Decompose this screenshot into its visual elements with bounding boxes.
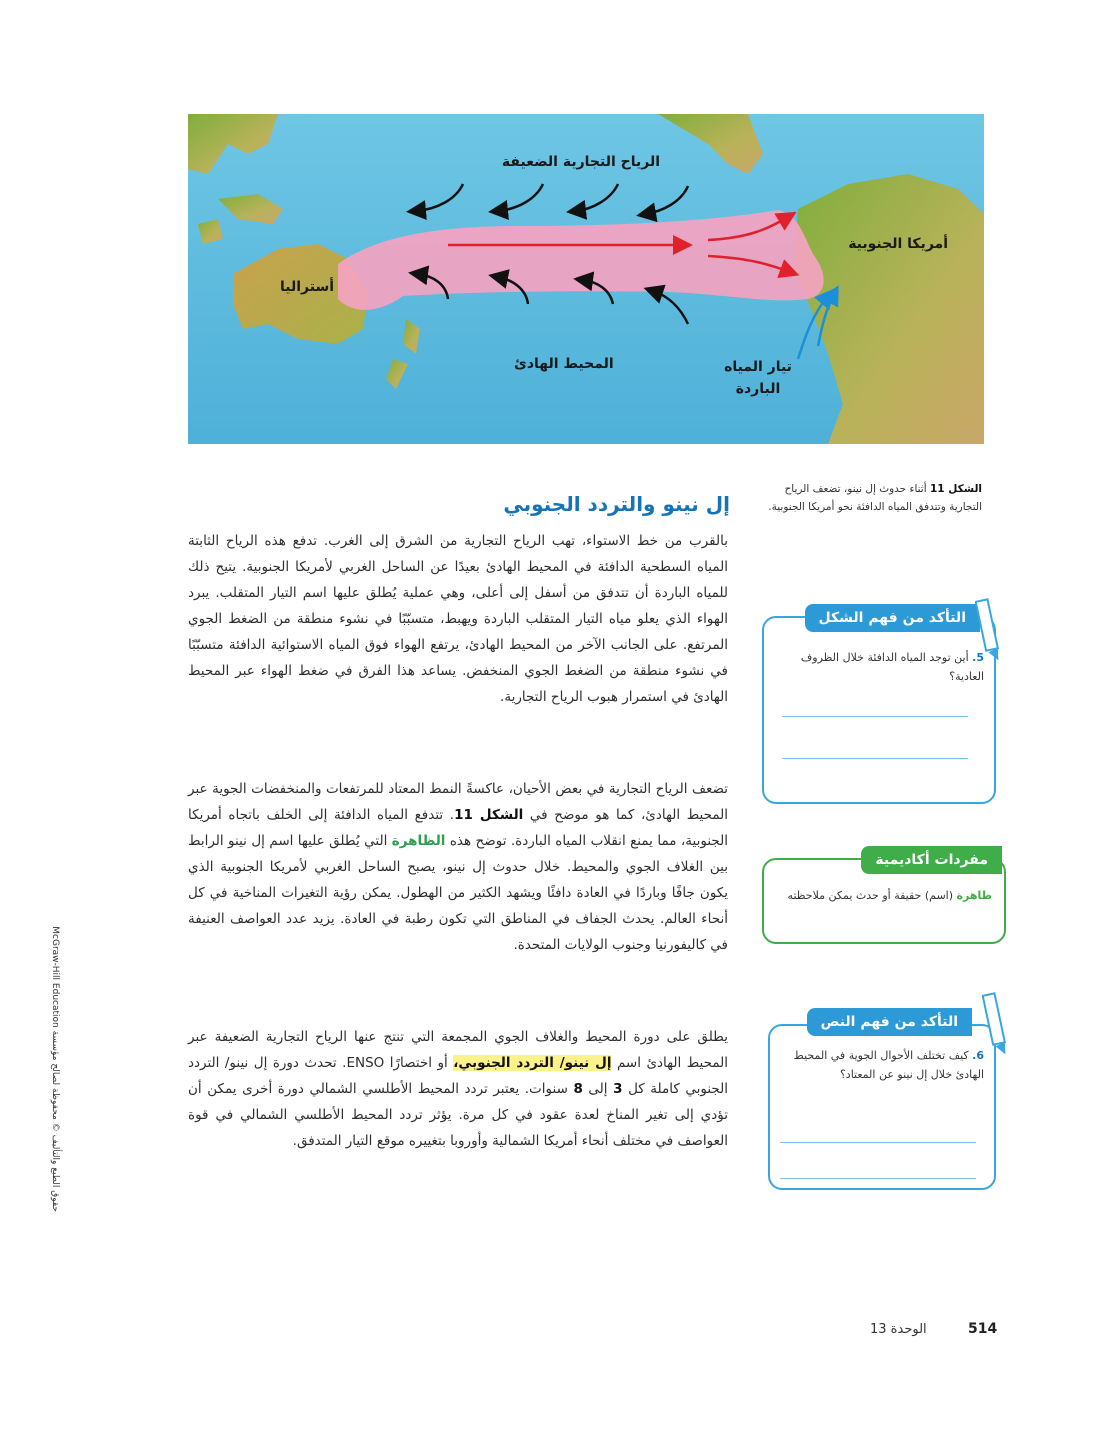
paragraph-1: بالقرب من خط الاستواء، تهب الرياح التجارية من الشرق إلى الغرب. تدفع هذه الرياح الثابتة المياه السطحية الدافئة في المحيط الهادئ بعيدًا عن الساحل الغربي لأمريكا الجنوبية. يتيح ذلك للمياه الباردة أن تتدفق من أسفل إلى أعلى، وهي عملية يُطلق عليها اسم التيار المتقلب. يبرد الهواء الذي يعلو مياه التيار المتقلب الباردة ويهبط، متسبّبًا في نشوء منطقة من الضغط الجوي المرتفع. على الجانب الآخر من المحيط الهادئ، يرتفع الهواء فوق المياه الاستوائية الدافئة متسبّبًا في نشوء منطقة من الضغط الجوي المنخفض. يساعد هذا الفرق في ضغط الهواء عبر المحيط الهادئ في استمرار هبوب الرياح التجارية. — [188, 533, 728, 705]
vocab-term-phenomenon: الظاهرة — [391, 833, 446, 849]
pencil-icon — [982, 990, 1008, 1060]
label-pacific-ocean: المحيط الهادئ — [514, 356, 614, 372]
paragraph-3 — [188, 1024, 728, 1154]
pencil-icon — [975, 596, 1001, 666]
answer-line[interactable] — [780, 1142, 976, 1143]
question-text: أين توجد المياه الدافئة خلال الظروف العادية؟ — [800, 651, 984, 683]
paragraph-2-text-a: تضعف الرياح التجارية في بعض الأحيان، عاكسةً النمط المعتاد للمرتفعات والمنخفضات الجوية عبر المحيط الهادئ، كما هو موضح في — [188, 781, 728, 823]
question-number: 5. — [972, 651, 984, 664]
label-south-america: أمريكا الجنوبية — [848, 236, 948, 252]
number-3: 3 — [613, 1081, 623, 1097]
paragraph-2 — [188, 776, 728, 958]
check-text-box — [768, 1024, 996, 1190]
question-number: 6. — [972, 1049, 984, 1062]
vocab-definition — [778, 886, 992, 905]
number-8: 8 — [573, 1081, 583, 1097]
label-cold-current: تيار المياه الباردة — [724, 359, 792, 397]
figure-number: الشكل 11 — [930, 483, 982, 495]
answer-line[interactable] — [782, 758, 968, 759]
figure-reference: الشكل 11 — [454, 807, 524, 823]
answer-line[interactable] — [780, 1178, 976, 1179]
vocab-definition-text: حقيقة أو حدث يمكن ملاحظته — [787, 889, 922, 902]
question-6 — [784, 1046, 984, 1084]
caption-text: أثناء حدوث إل نينو، تضعف الرياح التجارية وتتدفق المياه الدافئة نحو أمريكا الجنوبية. — [768, 483, 982, 513]
vocab-pos: (اسم) — [924, 889, 954, 902]
paragraph-3-text-a: يطلق على دورة المحيط والغلاف الجوي المجمعة التي تنتج عنها الرياح التجارية الضعيفة عبر المحيط الهادئ اسم — [188, 1029, 728, 1071]
figure-caption — [760, 480, 982, 516]
question-text: كيف تختلف الأحوال الجوية في المحيط الهادئ خلال إل نينو عن المعتاد؟ — [793, 1049, 984, 1081]
page-number: 514 — [968, 1321, 998, 1337]
paragraph-3-text-d: سنوات. يعتبر تردد المحيط الأطلسي الشمالي دورة أخرى يمكن أن تؤدي إلى تغير المناخ لعدة عقود في كل مرة. يؤثر تردد المحيط الأطلسي الشمالي في قوة العواصف في مختلف أنحاء أمريكا الشمالية وأوروبا بتغييره موقع التيار المتدفق. — [188, 1081, 728, 1149]
el-nino-map — [188, 114, 984, 444]
check-figure-box — [762, 616, 996, 804]
label-australia: أستراليا — [280, 279, 335, 295]
paragraph-2-text-b: . تتدفع المياه الدافئة إلى الخلف باتجاه أمريكا الجنوبية، مما يمنع انقلاب المياه الباردة. توضح هذه — [188, 807, 728, 849]
paragraph-3-text-c: إلى — [588, 1081, 608, 1097]
label-weak-trade-winds: الرياح التجارية الضعيفة — [501, 154, 660, 170]
paragraph-2-text-c: التي يُطلق عليها اسم إل نينو الرابط بين الغلاف الجوي والمحيط. خلال حدوث إل نينو، يصبح الساحل الغربي لأمريكا الجنوبية الذي يكون جافًا وباردًا في العادة دافئًا ويشهد الكثير من الهطول. يمكن رؤية التغيرات المناخية في كل أنحاء العالم. يحدث الجفاف في المناطق التي تكون رطبة في العادة. يزيد عدد العواصف العنيفة في كاليفورنيا وجنوب الولايات المتحدة. — [188, 833, 728, 953]
copyright-notice: حقوق الطبع والتأليف © محفوظة لصالح مؤسسة McGraw-Hill Education — [50, 926, 60, 1212]
question-5 — [784, 648, 984, 686]
vocab-tab: مفردات أكاديمية — [861, 846, 1002, 874]
highlighted-term-enso: إل نينو/ التردد الجنوبي، — [453, 1055, 612, 1071]
answer-line[interactable] — [782, 716, 968, 717]
paragraph-3-text-b: أو اختصارًا ENSO. تحدث دورة إل نينو/ التردد الجنوبي كاملة كل — [188, 1055, 728, 1097]
vocab-term: ظاهرة — [956, 889, 992, 902]
unit-label: الوحدة 13 — [870, 1322, 927, 1337]
section-heading: إل نينو والتردد الجنوبي — [503, 492, 730, 516]
check-figure-tab: التأكد من فهم الشكل — [805, 604, 980, 632]
check-text-tab: التأكد من فهم النص — [807, 1008, 972, 1036]
